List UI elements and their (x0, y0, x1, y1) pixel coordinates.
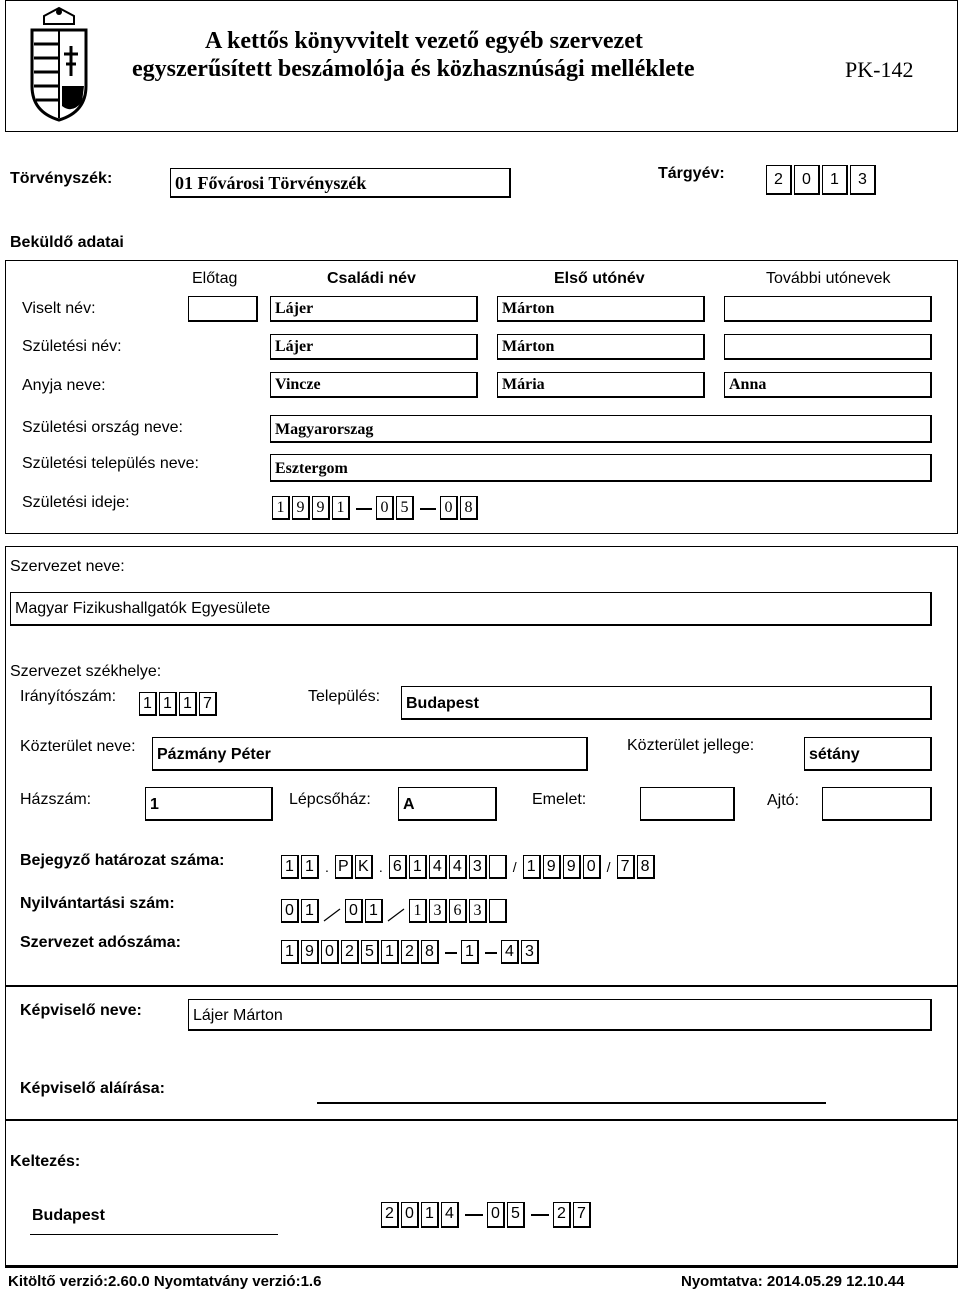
birth-name-first[interactable]: Márton (497, 334, 705, 360)
birth-date-digit[interactable]: 0 (376, 496, 394, 520)
birth-country-label: Születési ország neve: (22, 419, 183, 436)
registration-char[interactable]: 0 (345, 899, 363, 923)
dated-digit[interactable]: 0 (487, 1202, 505, 1228)
registration-char[interactable] (489, 899, 507, 923)
worn-name-other[interactable] (724, 296, 932, 322)
birth-city-field[interactable]: Esztergom (270, 454, 932, 482)
court-decision-boxes[interactable] (281, 855, 657, 879)
dated-digit[interactable]: 2 (381, 1202, 399, 1228)
tax-digit[interactable]: 1 (281, 940, 299, 964)
decision-char[interactable]: 3 (469, 855, 487, 879)
door-field[interactable] (822, 787, 932, 821)
tax-digit[interactable]: 3 (521, 940, 539, 964)
registration-number-label: Nyilvántartási szám: (20, 895, 175, 912)
footer-rule (5, 1266, 958, 1268)
birth-date-digit[interactable]: 9 (312, 496, 330, 520)
floor-label: Emelet: (532, 791, 587, 808)
registration-number-boxes[interactable] (281, 899, 509, 923)
dated-digit[interactable]: 0 (401, 1202, 419, 1228)
dated-digit[interactable]: 1 (421, 1202, 439, 1228)
registration-char[interactable]: 1 (409, 899, 427, 923)
dated-digit[interactable]: 5 (507, 1202, 525, 1228)
decision-char[interactable]: 9 (543, 855, 561, 879)
registration-slash (387, 901, 405, 923)
worn-name-family[interactable]: Lájer (270, 296, 478, 322)
tax-digit[interactable]: 9 (301, 940, 319, 964)
registration-char[interactable]: 6 (449, 899, 467, 923)
tax-digit[interactable]: 5 (361, 940, 379, 964)
year-digit[interactable]: 3 (850, 165, 876, 195)
year-label: Tárgyév: (658, 165, 725, 182)
dated-digit[interactable]: 2 (553, 1202, 571, 1228)
form-code: PK-142 (845, 57, 914, 82)
decision-char[interactable]: 0 (583, 855, 601, 879)
floor-field[interactable] (640, 787, 735, 821)
dated-panel (5, 1120, 958, 1266)
dated-label: Keltezés: (10, 1153, 81, 1170)
tax-digit[interactable]: 2 (401, 940, 419, 964)
tax-digit[interactable]: 4 (501, 940, 519, 964)
year-digit[interactable]: 1 (822, 165, 848, 195)
birth-date-digit[interactable]: 8 (460, 496, 478, 520)
rep-signature-label: Képviselő aláírása: (20, 1080, 165, 1097)
tax-dash (445, 952, 457, 954)
house-number-field[interactable]: 1 (145, 787, 273, 821)
birth-name-family[interactable]: Lájer (270, 334, 478, 360)
year-boxes[interactable] (766, 165, 878, 195)
date-dash (531, 1214, 549, 1216)
city-field[interactable]: Budapest (401, 686, 932, 720)
decision-char[interactable]: 1 (281, 855, 299, 879)
worn-name-first[interactable]: Márton (497, 296, 705, 322)
dated-digit[interactable]: 7 (573, 1202, 591, 1228)
birth-date-label: Születési ideje: (22, 494, 130, 511)
decision-char[interactable]: 4 (449, 855, 467, 879)
date-dash (356, 508, 372, 510)
year-digit[interactable]: 2 (766, 165, 792, 195)
footer-version: Kitöltő verzió:2.60.0 Nyomtatvány verzió:1.6 (8, 1273, 322, 1290)
decision-char[interactable]: 6 (389, 855, 407, 879)
mother-name-other[interactable]: Anna (724, 372, 932, 398)
col-header-prefix: Előtag (192, 270, 238, 287)
stair-field[interactable]: A (398, 787, 497, 821)
signature-line[interactable] (317, 1102, 826, 1104)
registration-char[interactable]: 1 (301, 899, 319, 923)
sender-section-title: Beküldő adatai (10, 234, 124, 251)
birth-date-boxes[interactable] (272, 496, 480, 520)
mother-name-first[interactable]: Mária (497, 372, 705, 398)
zip-boxes[interactable] (139, 692, 219, 716)
door-label: Ajtó: (767, 792, 800, 809)
dated-place[interactable]: Budapest (32, 1207, 105, 1224)
mother-name-label: Anyja neve: (22, 377, 106, 394)
tax-digit[interactable]: 1 (461, 940, 479, 964)
street-field[interactable]: Pázmány Péter (152, 737, 588, 771)
org-name-label: Szervezet neve: (10, 558, 125, 575)
zip-digit[interactable]: 1 (139, 692, 157, 716)
court-field[interactable]: 01 Fővárosi Törvényszék (170, 168, 511, 198)
decision-char[interactable]: 8 (637, 855, 655, 879)
decision-char[interactable]: 1 (409, 855, 427, 879)
registration-char[interactable]: 1 (365, 899, 383, 923)
rep-name-field[interactable]: Lájer Márton (188, 999, 932, 1031)
registration-char[interactable]: 0 (281, 899, 299, 923)
tax-number-label: Szervezet adószáma: (20, 934, 181, 951)
birth-date-digit[interactable]: 1 (332, 496, 350, 520)
city-label: Település: (308, 688, 381, 705)
birth-country-field[interactable]: Magyarorszag (270, 415, 932, 443)
decision-char[interactable]: K (355, 855, 373, 879)
birth-date-digit[interactable]: 9 (292, 496, 310, 520)
dated-digit[interactable]: 4 (441, 1202, 459, 1228)
court-label: Törvényszék: (10, 170, 113, 187)
org-seat-label: Szervezet székhelye: (10, 663, 162, 680)
tax-digit[interactable]: 2 (341, 940, 359, 964)
decision-char[interactable]: 7 (617, 855, 635, 879)
birth-date-digit[interactable]: 1 (272, 496, 290, 520)
col-header-other: További utónevek (766, 270, 891, 287)
birth-name-label: Születési név: (22, 338, 122, 355)
decision-char[interactable]: 4 (429, 855, 447, 879)
col-header-family: Családi név (327, 270, 416, 287)
org-name-field[interactable]: Magyar Fizikushallgatók Egyesülete (10, 592, 932, 626)
registration-char[interactable]: 3 (469, 899, 487, 923)
birth-name-other[interactable] (724, 334, 932, 360)
registration-slash (323, 901, 341, 923)
decision-char[interactable]: P (335, 855, 353, 879)
birth-date-digit[interactable]: 5 (396, 496, 414, 520)
decision-char[interactable] (489, 855, 507, 879)
col-header-first: Első utónév (554, 270, 645, 287)
street-label: Közterület neve: (20, 738, 136, 755)
zip-label: Irányítószám: (20, 688, 117, 705)
decision-char[interactable]: 1 (523, 855, 541, 879)
decision-dot: . (325, 859, 329, 875)
rep-name-label: Képviselő neve: (20, 1002, 142, 1019)
birth-date-digit[interactable]: 0 (440, 496, 458, 520)
tax-dash (485, 952, 497, 954)
street-type-label: Közterület jellege: (627, 737, 755, 754)
decision-char[interactable]: 1 (301, 855, 319, 879)
worn-name-prefix[interactable] (188, 296, 258, 322)
tax-digit[interactable]: 0 (321, 940, 339, 964)
coat-of-arms-logo (24, 6, 94, 122)
decision-slash: / (606, 859, 611, 875)
house-number-label: Házszám: (20, 791, 92, 808)
date-dash (420, 508, 436, 510)
form-title-line2: egyszerűsített beszámolója és közhasznúsági melléklete (132, 56, 695, 82)
dated-place-line (30, 1234, 278, 1235)
court-decision-label: Bejegyző határozat száma: (20, 852, 225, 869)
date-dash (465, 1214, 483, 1216)
worn-name-label: Viselt név: (22, 300, 96, 317)
decision-char[interactable]: 9 (563, 855, 581, 879)
tax-digit[interactable]: 1 (381, 940, 399, 964)
tax-digit[interactable]: 8 (421, 940, 439, 964)
tax-number-boxes[interactable] (281, 940, 541, 964)
form-title-line1: A kettős könyvvitelt vezető egyéb szervezet (205, 28, 643, 54)
dated-date-boxes[interactable] (381, 1202, 593, 1228)
registration-char[interactable]: 3 (429, 899, 447, 923)
zip-digit[interactable]: 1 (159, 692, 177, 716)
birth-city-label: Születési település neve: (22, 455, 199, 472)
street-type-field[interactable]: sétány (804, 737, 932, 771)
decision-slash: / (512, 859, 517, 875)
zip-digit[interactable]: 1 (179, 692, 197, 716)
mother-name-family[interactable]: Vincze (270, 372, 478, 398)
footer-printed: Nyomtatva: 2014.05.29 12.10.44 (681, 1273, 905, 1290)
zip-digit[interactable]: 7 (199, 692, 217, 716)
stair-label: Lépcsőház: (289, 791, 371, 808)
year-digit[interactable]: 0 (794, 165, 820, 195)
decision-dot: . (378, 859, 383, 875)
